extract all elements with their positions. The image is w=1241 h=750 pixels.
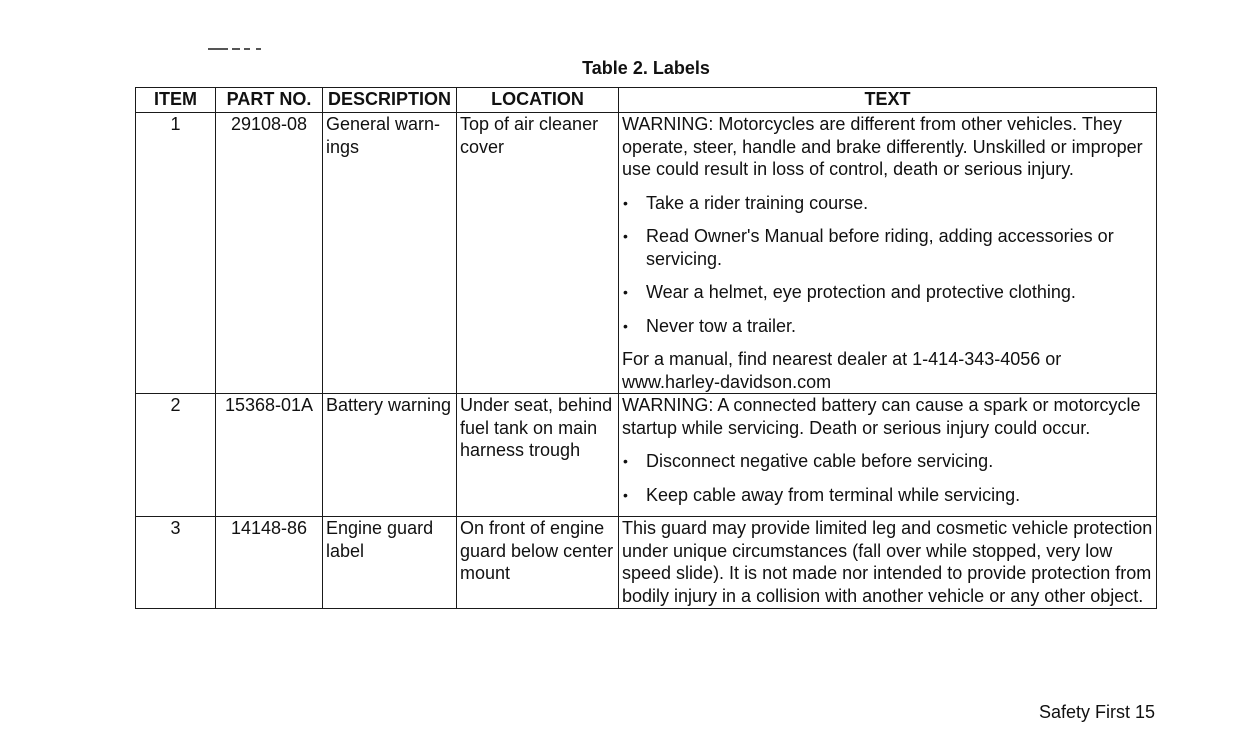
table-row [136,394,1157,517]
cell-text [619,517,1157,609]
table-header-row [136,88,1157,113]
page-footer: Safety First 15 [1038,702,1155,722]
bullet-list [622,450,1153,506]
col-header-item: ITEM [136,88,216,113]
labels-table [135,87,1157,609]
bullet-item: • Take a rider training course. [622,192,1153,215]
cell-text [619,113,1157,394]
bullet-item: • Disconnect negative cable before servicing. [622,450,1153,473]
table-row [136,517,1157,609]
cell-item: 3 [136,517,216,609]
cell-text [619,394,1157,517]
cell-location: Under seat, behind fuel tank on main harness trough [457,394,619,517]
cell-location: Top of air cleaner cover [457,113,619,394]
cell-part-no: 29108-08 [216,113,323,394]
col-header-text: TEXT [619,88,1157,113]
scan-artifact-mark [208,47,262,51]
bullet-list [622,192,1153,338]
label-warning-text: WARNING: A connected battery can cause a spark or motorcycle startup while servicing. Death or serious injury could occur. [622,395,1141,438]
col-header-part-no: PART NO. [216,88,323,113]
col-header-location: LOCATION [457,88,619,113]
bullet-item: • Never tow a trailer. [622,315,1153,338]
cell-location: On front of engine guard below center mount [457,517,619,609]
cell-description: Battery warning [323,394,457,517]
cell-part-no: 15368-01A [216,394,323,517]
col-header-description: DESCRIPTION [323,88,457,113]
bullet-item: • Read Owner's Manual before riding, adding accessories or servicing. [622,225,1153,270]
cell-item: 2 [136,394,216,517]
cell-description: General warn-ings [323,113,457,394]
label-footer-text: For a manual, find nearest dealer at 1-414-343-4056 or www.harley-davidson.com [622,349,1062,392]
cell-description: Engine guard label [323,517,457,609]
table-row [136,113,1157,394]
table-title: Table 2. Labels [582,58,710,78]
bullet-item: • Wear a helmet, eye protection and protective clothing. [622,281,1153,304]
cell-part-no: 14148-86 [216,517,323,609]
label-warning-text: WARNING: Motorcycles are different from other vehicles. They operate, steer, handle and brake differently. Unskilled or improper use could result in loss of control, death or serious injury. [622,114,1143,179]
cell-item: 1 [136,113,216,394]
label-warning-text: This guard may provide limited leg and cosmetic vehicle protection under unique circumstances (fall over while stopped, very low speed slide). It is not made nor intended to provide protection from bodily injury in a collision with another vehicle or any other object. [622,518,1153,606]
bullet-item: • Keep cable away from terminal while servicing. [622,484,1153,507]
